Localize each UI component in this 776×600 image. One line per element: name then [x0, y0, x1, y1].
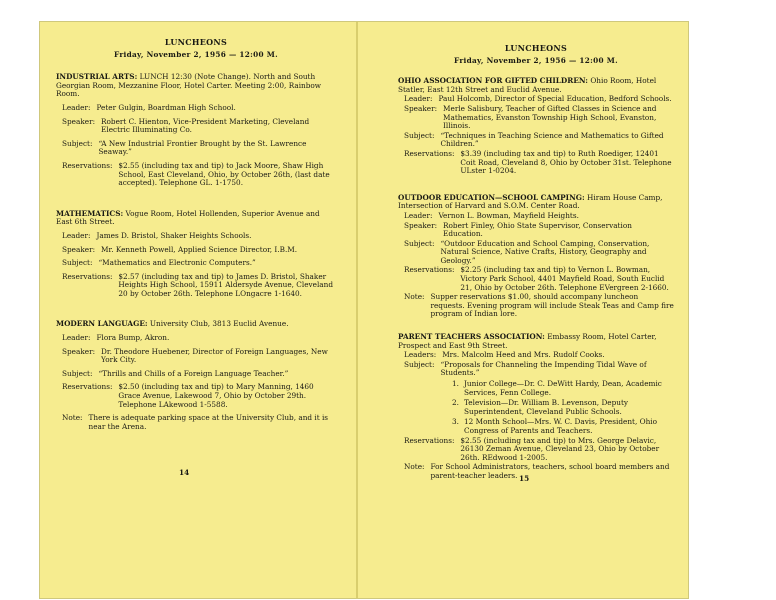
section-name: MATHEMATICS: — [56, 208, 124, 218]
entry-reservations: Reservations: $2.57 (including tax and tip) to James D. Bristol, Shaker Heights High School, 15911 Aldersyde Avenue, Cleveland 20 by October 26th. Telephone LOngacre 1-1640. — [62, 271, 334, 298]
entry-reservations: Reservations: $2.55 (including tax and tip) to Mrs. George Delavic, 26130 Zeman Avenue, Cleveland 23, Ohio by October 26th. REdwood 1-2005. — [404, 435, 660, 462]
entry-note: Note: For School Administrators, teachers, school board members and parent-teacher leaders. — [404, 462, 670, 480]
entry-leaders: Leaders: Mrs. Malcolm Heed and Mrs. Rudolf Cooks. — [404, 350, 605, 360]
entry-subject: Subject: “Proposals for Channeling the Impending Tidal Wave of Students.” — [404, 359, 647, 378]
entry-subject: Subject: “Outdoor Education and School Camping, Conservation, Natural Science, Native Crafts, History, Geography and Geology.” — [404, 238, 650, 265]
section-gifted-children — [398, 77, 674, 176]
section-mathematics — [56, 210, 336, 299]
entry-leader: Leader: James D. Bristol, Shaker Heights Schools. — [62, 230, 252, 240]
subject-list — [398, 380, 674, 436]
page-date: Friday, November 2, 1956 — 12:00 M. — [114, 49, 278, 59]
page-number: 15 — [519, 474, 530, 483]
entry-note: Note: There is adequate parking space at the University Club, and it is near the Arena. — [62, 413, 329, 431]
entry-speaker: Speaker: Robert Finley, Ohio State Supervisor, Conservation Education. — [404, 220, 632, 239]
section-details: LUNCH 12:30 (Note Change). North and South Georgian Room, Mezzanine Floor, Hotel Carter. Meeting 2:00, Rainbow Room. — [56, 72, 322, 99]
section-name: INDUSTRIAL ARTS: — [56, 72, 138, 82]
entry-reservations: Reservations: $2.25 (including tax and tip) to Vernon L. Bowman, Victory Park School, 4401 Mayfield Road, South Euclid 21, Ohio by October 26th. Telephone EVergreen 2-1660. — [404, 265, 669, 292]
section-outdoor-education — [398, 194, 674, 319]
entry-subject: Subject: “Mathematics and Electronic Computers.” — [62, 258, 256, 268]
entry-subject: Subject: “Thrills and Chills of a Foreign Language Teacher.” — [62, 368, 289, 378]
section-details: Hiram House Camp, Intersection of Harvard and S.O.M. Center Road. — [398, 192, 663, 211]
entry-subject: Subject: “Techniques in Teaching Science and Mathematics to Gifted Children.” — [404, 130, 664, 149]
page-heading: LUNCHEONS — [504, 43, 568, 53]
section-parent-teachers — [398, 333, 674, 481]
entry-speaker: Speaker: Merle Salisbury, Teacher of Gifted Classes in Science and Mathematics, Evanston Township High School, Evanston, Illinois. — [404, 103, 657, 131]
entry-leader: Leader: Vernon L. Bowman, Mayfield Heights. — [404, 210, 579, 220]
entry-speaker: Speaker: Robert C. Hienton, Vice-President Marketing, Cleveland Electric Illuminating Co. — [62, 116, 310, 135]
list-item: 3. 12 Month School—Mrs. W. C. Davis, President, Ohio Congress of Parents and Teachers. — [452, 417, 657, 435]
entry-reservations: Reservations: $3.39 (including tax and tip) to Ruth Roediger, 12401 Coit Road, Cleveland 8, Ohio by October 31st. Telephone ULster 1-0204. — [404, 148, 672, 176]
left-page-header — [56, 38, 336, 59]
entry-leader: Leader: Flora Bump, Akron. — [62, 333, 170, 343]
left-page — [56, 38, 336, 431]
list-item: 1. Junior College—Dr. C. DeWitt Hardy, Dean, Academic Services, Fenn College. — [452, 379, 662, 397]
entry-subject: Subject: “A New Industrial Frontier Brought by the St. Lawrence Seaway.” — [62, 138, 307, 157]
section-industrial-arts — [56, 73, 336, 188]
center-fold — [356, 22, 358, 598]
right-page — [398, 44, 674, 481]
section-details: University Club, 3813 Euclid Avenue. — [149, 319, 289, 329]
page-date: Friday, November 2, 1956 — 12:00 M. — [454, 55, 618, 65]
page-number: 14 — [179, 468, 190, 477]
section-details: Embassy Room, Hotel Carter, Prospect and East 9th Street. — [398, 332, 657, 350]
entry-speaker: Speaker: Mr. Kenneth Powell, Applied Science Director, I.B.M. — [62, 244, 298, 254]
entry-speaker: Speaker: Dr. Theodore Huebener, Director of Foreign Languages, New York City. — [62, 346, 328, 365]
entry-reservations: Reservations: $2.50 (including tax and tip) to Mary Manning, 1460 Grace Avenue, Lakewood 7, Ohio by October 29th. Telephone LAkewood 1-5588. — [62, 382, 314, 409]
list-item: 2. Television—Dr. William B. Levenson, Deputy Superintendent, Cleveland Public Schools. — [452, 398, 629, 416]
section-details: Vogue Room, Hotel Hollenden, Superior Avenue and East 6th Street. — [56, 208, 320, 227]
page-heading: LUNCHEONS — [164, 37, 228, 47]
entry-leader: Leader: Peter Gulgin, Boardman High School. — [62, 102, 236, 112]
right-page-header — [398, 44, 674, 65]
section-modern-language — [56, 320, 336, 431]
section-name: PARENT TEACHERS ASSOCIATION: — [398, 332, 545, 342]
section-name: OUTDOOR EDUCATION—SCHOOL CAMPING: — [398, 192, 585, 202]
entry-reservations: Reservations: $2.55 (including tax and tip) to Jack Moore, Shaw High School, East Cleveland, Ohio, by October 26th, (last date accepted). Telephone GL. 1-1750. — [62, 160, 330, 188]
entry-leader: Leader: Paul Holcomb, Director of Special Education, Bedford Schools. — [404, 94, 672, 104]
section-name: OHIO ASSOCIATION FOR GIFTED CHILDREN: — [398, 76, 588, 86]
section-details: Ohio Room, Hotel Statler, East 12th Street and Euclid Avenue. — [398, 76, 657, 94]
section-name: MODERN LANGUAGE: — [56, 319, 148, 329]
entry-note: Note: Supper reservations $1.00, should accompany luncheon requests. Evening program will include Steak Teas and Camp fire program of Indian lore. — [404, 292, 674, 319]
